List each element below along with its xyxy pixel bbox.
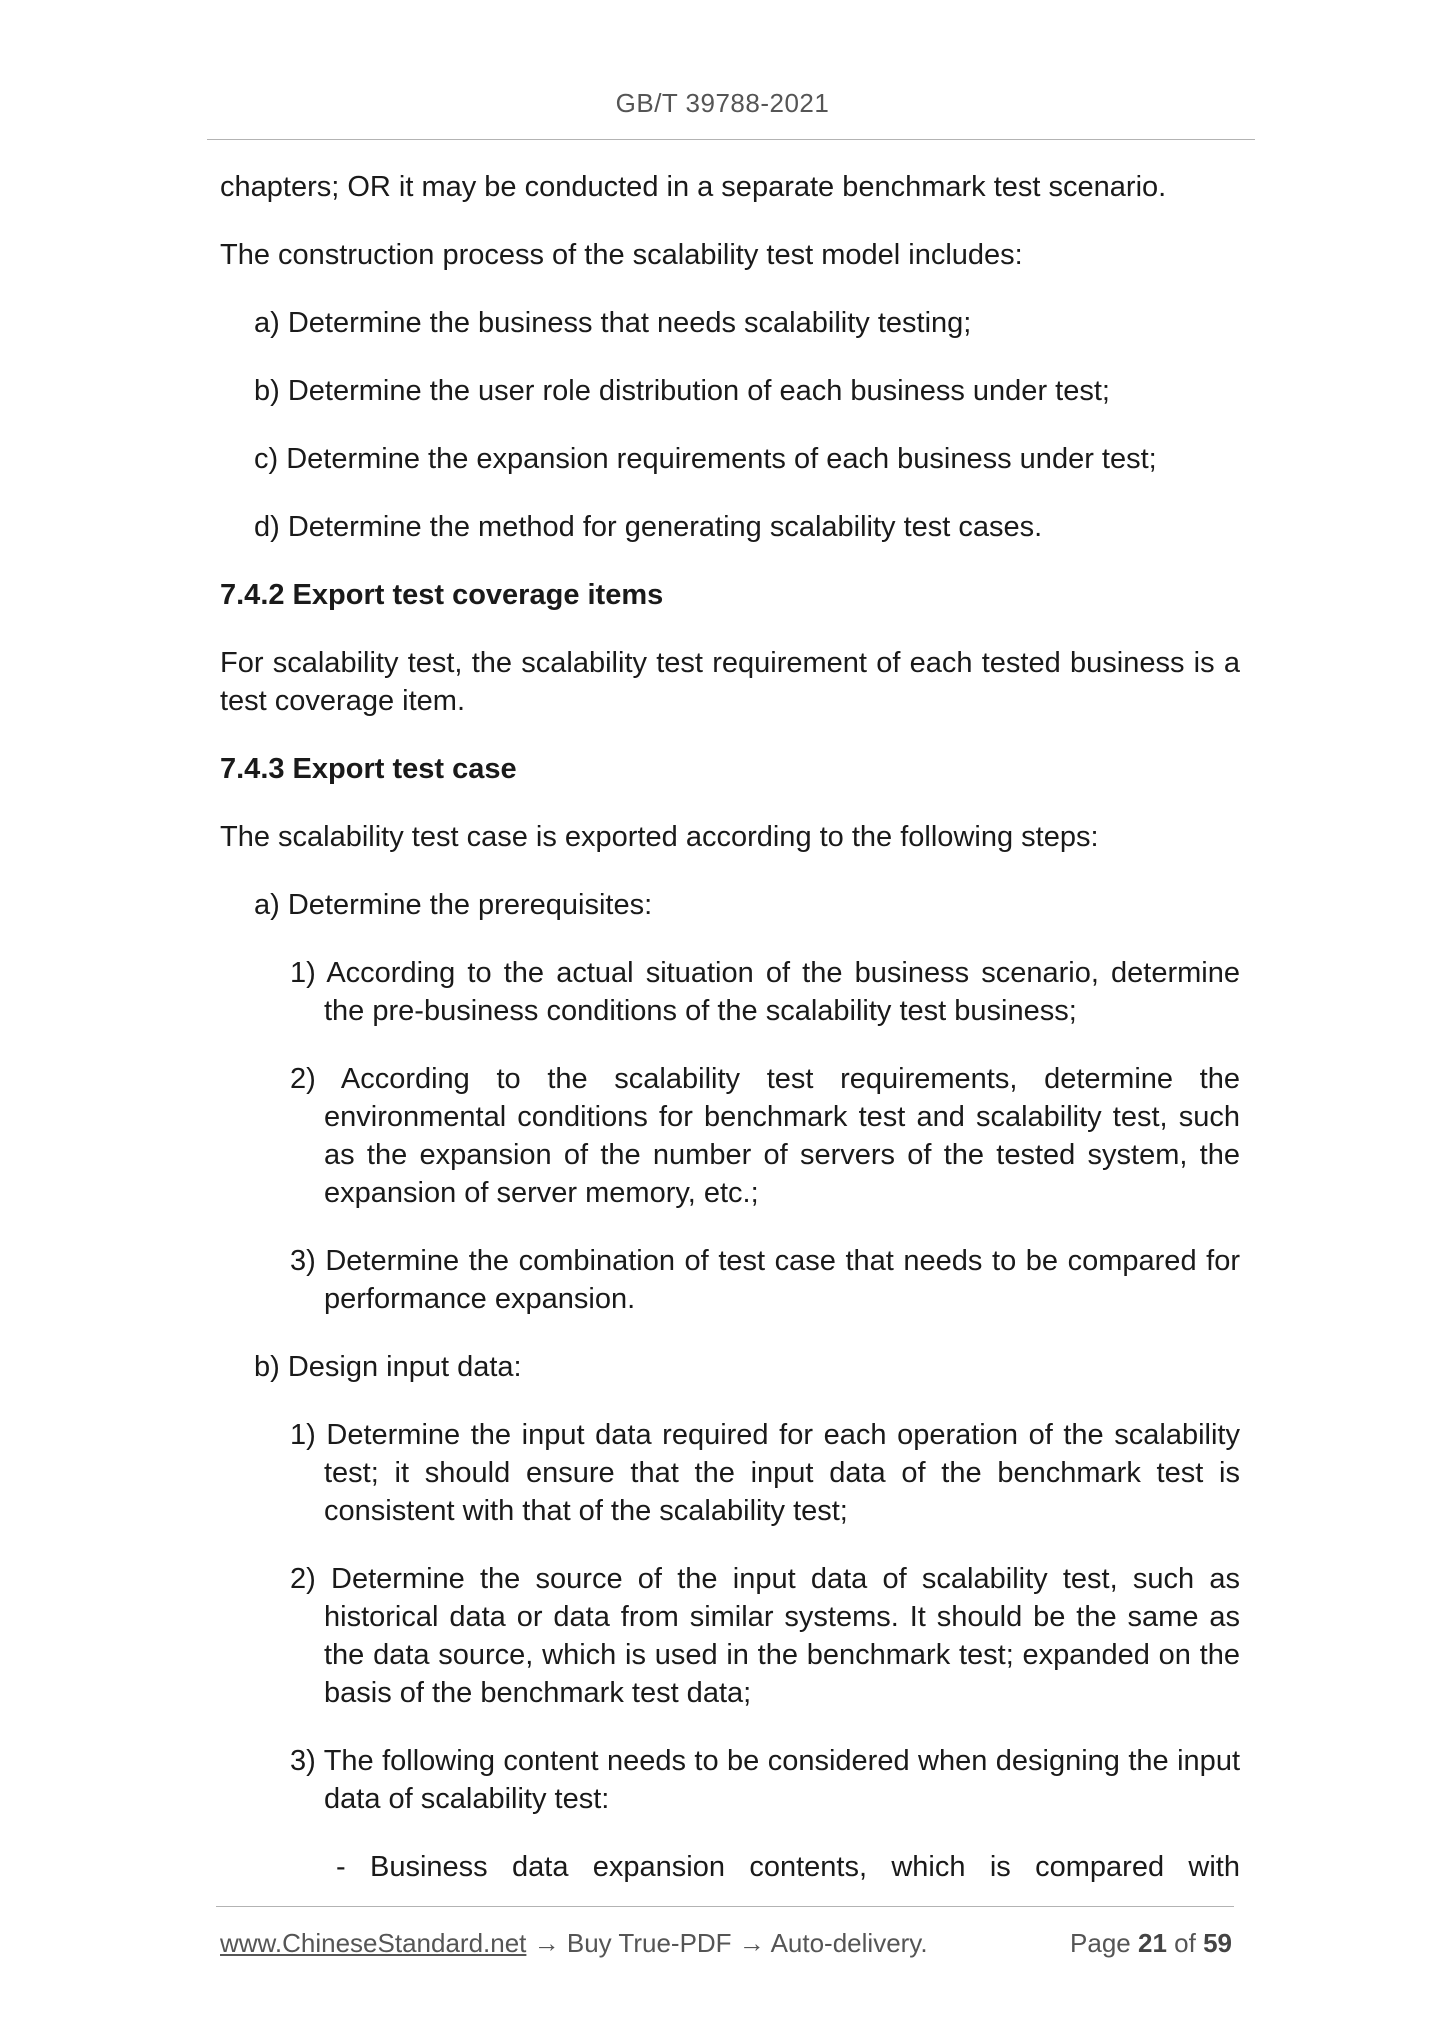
page-total: 59 xyxy=(1203,1928,1232,1958)
section-heading-7-4-3: 7.4.3 Export test case xyxy=(220,753,517,785)
bullet-item: - Business data expansion contents, which is compared with xyxy=(336,1851,1240,1883)
section-heading-7-4-2: 7.4.2 Export test coverage items xyxy=(220,579,664,611)
page-footer xyxy=(220,1928,1232,1959)
list-item: d) Determine the method for generating scalability test cases. xyxy=(254,511,1043,543)
page-content xyxy=(220,168,1240,1886)
promo-text: → Buy True-PDF → Auto-delivery. xyxy=(526,1928,928,1958)
website-link[interactable]: www.ChineseStandard.net xyxy=(220,1928,527,1958)
page-indicator xyxy=(1070,1928,1232,1959)
list-item: a) Determine the business that needs scalability testing; xyxy=(254,307,972,339)
footer-promo xyxy=(220,1928,928,1959)
page-label: Page xyxy=(1070,1928,1131,1958)
list-item: a) Determine the prerequisites: xyxy=(254,889,653,921)
list-item: c) Determine the expansion requirements of each business under test; xyxy=(254,443,1157,475)
sub-list-item: 3) Determine the combination of test case that needs to be compared for performance expansion. xyxy=(290,1245,1240,1315)
sub-list-item: 1) Determine the input data required for each operation of the scalability test; it should ensure that the input data of the benchmark test is consistent with that of the scalability test; xyxy=(290,1419,1240,1527)
sub-list-item: 1) According to the actual situation of the business scenario, determine the pre-business conditions of the scalability test business; xyxy=(290,957,1240,1027)
list-item: b) Determine the user role distribution of each business under test; xyxy=(254,375,1110,407)
of-label: of xyxy=(1174,1928,1196,1958)
footer-divider xyxy=(216,1906,1234,1907)
sub-list-item: 2) According to the scalability test requirements, determine the environmental conditions for benchmark test and scalability test, such as the expansion of the number of servers of the tested system, the expansion of server memory, etc.; xyxy=(290,1063,1240,1209)
paragraph: chapters; OR it may be conducted in a separate benchmark test scenario. xyxy=(220,171,1167,203)
paragraph: The construction process of the scalability test model includes: xyxy=(220,239,1023,271)
paragraph: For scalability test, the scalability test requirement of each tested business is a test coverage item. xyxy=(220,647,1240,717)
sub-list-item: 3) The following content needs to be considered when designing the input data of scalability test: xyxy=(290,1745,1240,1815)
document-header: GB/T 39788-2021 xyxy=(615,88,830,118)
header-divider xyxy=(207,139,1255,140)
sub-list-item: 2) Determine the source of the input data of scalability test, such as historical data or data from similar systems. It should be the same as the data source, which is used in the benchmark test; expanded on the basis of the benchmark test data; xyxy=(290,1563,1240,1709)
list-item: b) Design input data: xyxy=(254,1351,522,1383)
paragraph: The scalability test case is exported according to the following steps: xyxy=(220,821,1099,853)
page-number: 21 xyxy=(1138,1928,1167,1958)
